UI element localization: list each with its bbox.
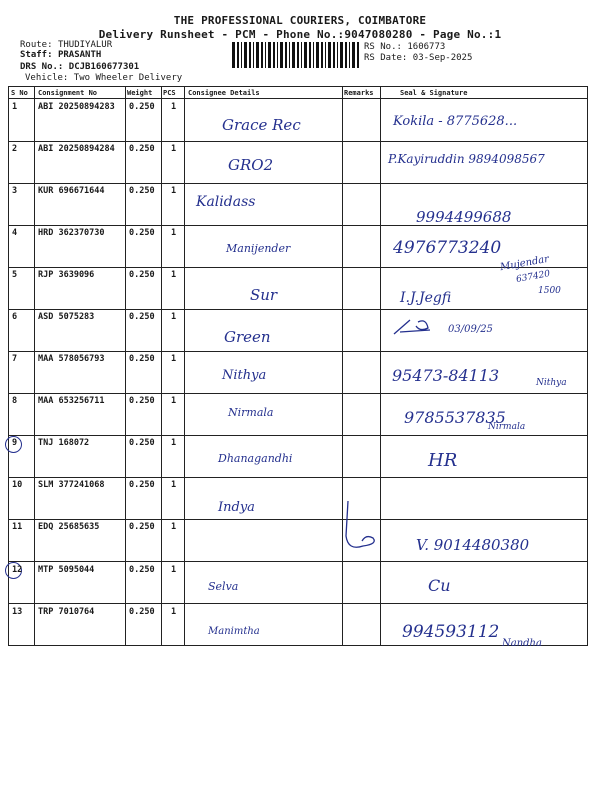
barcode-bar — [253, 42, 254, 68]
row-sno: 12 — [12, 565, 23, 575]
runsheet-table — [8, 86, 588, 649]
barcode-bar — [313, 42, 314, 68]
row-consignment: ABI 20250894284 — [38, 144, 115, 154]
barcode-bar — [352, 42, 355, 68]
row-signature-handwritten: 9994499688 — [416, 208, 512, 226]
row-consignee-handwritten: Green — [224, 328, 271, 346]
row-sno: 2 — [12, 144, 18, 154]
row-consignment: ASD 5075283 — [38, 312, 95, 322]
barcode-bar — [316, 42, 319, 68]
row-consignment: ABI 20250894283 — [38, 102, 115, 112]
row-consignment: MAA 578056793 — [38, 354, 105, 364]
handwritten-note: 1500 — [538, 286, 561, 296]
row-consignment: TRP 7010764 — [38, 607, 95, 617]
row-consignee-handwritten: Nirmala — [228, 406, 274, 419]
handwritten-note: Nandha — [502, 638, 542, 649]
row-weight: 0.250 — [129, 102, 155, 112]
handwritten-note: Mujendar — [499, 253, 550, 274]
barcode-bar — [273, 42, 275, 68]
barcode-bar — [349, 42, 350, 68]
barcode-bar — [232, 42, 235, 68]
drs-value: DCJB160677301 — [68, 62, 140, 72]
row-consignment: KUR 696671644 — [38, 186, 105, 196]
row-pcs: 1 — [171, 228, 177, 238]
row-pcs: 1 — [171, 480, 177, 490]
row-consignee-handwritten: GRO2 — [228, 156, 274, 174]
row-signature-handwritten: 95473-84113 — [392, 366, 500, 385]
row-sno: 11 — [12, 522, 23, 532]
row-pcs: 1 — [171, 312, 177, 322]
row-pcs: 1 — [171, 396, 177, 406]
barcode-bar — [289, 42, 290, 68]
barcode-bar — [333, 42, 335, 68]
barcode-bar — [241, 42, 242, 68]
barcode-bar — [337, 42, 338, 68]
route-value: THUDIYALUR — [57, 40, 113, 50]
barcode-bar — [309, 42, 311, 68]
row-weight: 0.250 — [129, 354, 155, 364]
row-weight: 0.250 — [129, 438, 155, 448]
handwritten-note: Nirmala — [488, 422, 526, 432]
barcode-bar — [280, 42, 283, 68]
row-weight: 0.250 — [129, 186, 155, 196]
barcode-bar — [328, 42, 331, 68]
row-sno: 7 — [12, 354, 18, 364]
row-consignee-handwritten: Dhanagandhi — [218, 452, 293, 465]
barcode-bar — [265, 42, 266, 68]
barcode-bar — [357, 42, 359, 68]
barcode-bar — [261, 42, 263, 68]
barcode-bar — [301, 42, 302, 68]
vehicle-value: Two Wheeler Delivery — [73, 73, 183, 83]
row-weight: 0.250 — [129, 565, 155, 575]
rs-date-value: 03-Sep-2025 — [412, 53, 473, 63]
handwritten-scribble — [390, 314, 450, 344]
row-weight: 0.250 — [129, 522, 155, 532]
route-line: Route: THUDIYALUR — [20, 40, 113, 50]
row-pcs: 1 — [171, 522, 177, 532]
row-sno: 3 — [12, 186, 18, 196]
row-consignee-handwritten: Selva — [208, 580, 239, 593]
row-consignee-handwritten: Grace Rec — [222, 116, 301, 134]
barcode-bar — [345, 42, 347, 68]
row-sno: 1 — [12, 102, 18, 112]
barcode-bar — [268, 42, 271, 68]
barcode-bar — [321, 42, 323, 68]
row-weight: 0.250 — [129, 396, 155, 406]
barcode-bar — [237, 42, 239, 68]
row-consignee-handwritten: Manimtha — [208, 626, 260, 637]
barcode-bar — [340, 42, 343, 68]
rs-date-line: RS Date: 03-Sep-2025 — [364, 53, 473, 63]
row-consignment: HRD 362370730 — [38, 228, 105, 238]
barcode-bar — [292, 42, 295, 68]
row-consignment: MTP 5095044 — [38, 565, 95, 575]
row-pcs: 1 — [171, 438, 177, 448]
row-sno: 6 — [12, 312, 18, 322]
runsheet-subtitle: Delivery Runsheet - PCM - Phone No.:9047080280 - Page No.:1 — [98, 28, 502, 41]
row-pcs: 1 — [171, 354, 177, 364]
rs-number-value: 1606773 — [407, 42, 446, 52]
barcode-bar — [325, 42, 326, 68]
row-signature-handwritten: 994593112 — [402, 622, 500, 642]
col-signature-header: Seal & Signature — [400, 89, 468, 97]
row-signature-handwritten: Cu — [428, 576, 451, 595]
row-consignment: MAA 653256711 — [38, 396, 105, 406]
row-consignee-handwritten: Sur — [250, 286, 278, 304]
row-consignee-handwritten: Kalidass — [196, 194, 256, 210]
barcode-bar — [285, 42, 287, 68]
drs-line: DRS No.: DCJB160677301 — [20, 62, 140, 72]
col-consignee-header: Consignee Details — [188, 89, 260, 97]
row-consignment: SLM 377241068 — [38, 480, 105, 490]
company-title: THE PROFESSIONAL COURIERS, COIMBATORE — [173, 14, 427, 27]
col-consignment-header: Consignment No — [38, 89, 98, 97]
row-consignment: RJP 3639096 — [38, 270, 95, 280]
barcode-bar — [304, 42, 307, 68]
row-signature-handwritten: Kokila - 8775628... — [393, 114, 518, 129]
row-signature-handwritten: I.J.Jegfi — [400, 290, 452, 306]
barcode-bar — [256, 42, 259, 68]
row-weight: 0.250 — [129, 270, 155, 280]
row-sno: 10 — [12, 480, 23, 490]
row-consignment: TNJ 168072 — [38, 438, 90, 448]
row-signature-handwritten: P.Kayiruddin 9894098567 — [388, 152, 545, 166]
row-sno: 9 — [12, 438, 18, 448]
row-weight: 0.250 — [129, 480, 155, 490]
row-signature-handwritten: V. 9014480380 — [416, 536, 530, 554]
row-signature-handwritten: 03/09/25 — [448, 324, 493, 335]
row-sno: 13 — [12, 607, 23, 617]
col-weight-header: Weight — [127, 89, 153, 97]
col-remarks-header: Remarks — [344, 89, 374, 97]
vehicle-line: Vehicle: Two Wheeler Delivery — [25, 73, 183, 83]
row-consignee-handwritten: Nithya — [222, 368, 267, 383]
row-pcs: 1 — [171, 607, 177, 617]
barcode-bar — [277, 42, 278, 68]
row-pcs: 1 — [171, 144, 177, 154]
row-consignee-handwritten: Indya — [218, 500, 255, 515]
staff-line: Staff: PRASANTH — [20, 50, 102, 60]
handwritten-note: 637420 — [515, 269, 551, 285]
row-weight: 0.250 — [129, 607, 155, 617]
row-signature-handwritten: HR — [428, 450, 458, 471]
row-sno: 4 — [12, 228, 18, 238]
staff-value: PRASANTH — [57, 50, 102, 60]
handwritten-scribble — [338, 496, 388, 556]
row-weight: 0.250 — [129, 228, 155, 238]
handwritten-note: Nithya — [536, 378, 567, 388]
row-pcs: 1 — [171, 565, 177, 575]
row-pcs: 1 — [171, 186, 177, 196]
barcode-image — [232, 42, 360, 68]
row-signature-handwritten: 9785537835 — [404, 408, 506, 427]
col-sno-header: S No — [11, 89, 28, 97]
row-signature-handwritten: 4976773240 — [393, 238, 502, 258]
barcode-bar — [249, 42, 251, 68]
row-weight: 0.250 — [129, 144, 155, 154]
row-sno: 8 — [12, 396, 18, 406]
rs-number-line: RS No.: 1606773 — [364, 42, 446, 52]
row-consignee-handwritten: Manijender — [226, 242, 291, 255]
row-weight: 0.250 — [129, 312, 155, 322]
row-consignment: EDQ 25685635 — [38, 522, 100, 532]
row-pcs: 1 — [171, 102, 177, 112]
col-pcs-header: PCS — [163, 89, 176, 97]
barcode-bar — [244, 42, 247, 68]
barcode-bar — [297, 42, 299, 68]
row-pcs: 1 — [171, 270, 177, 280]
row-sno: 5 — [12, 270, 18, 280]
